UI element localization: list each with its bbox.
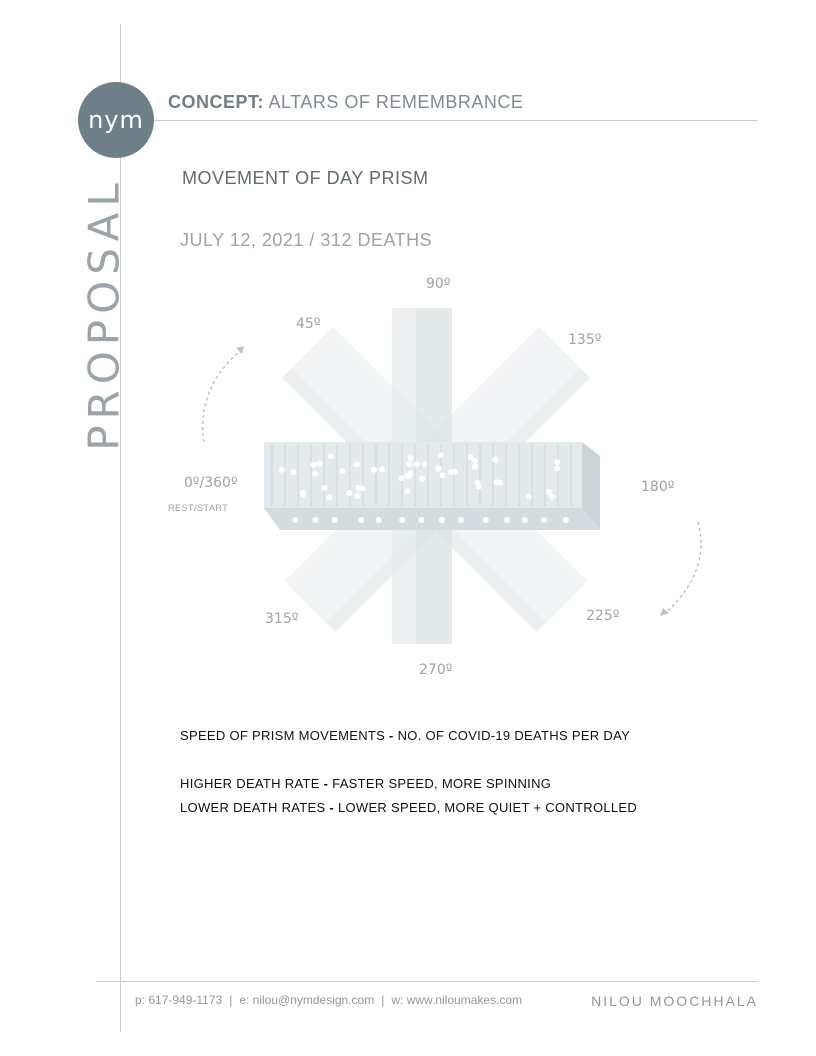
prism-illustration [160, 268, 720, 688]
prism-dot [546, 489, 552, 495]
prism-dot [414, 461, 420, 467]
footer-divider [96, 981, 758, 982]
prism-dot [504, 517, 510, 523]
prism-dot [494, 479, 500, 485]
prism-dot [526, 494, 532, 500]
prism-dot [339, 468, 345, 474]
footer-separator: | [381, 993, 385, 1007]
prism-rotation-diagram [160, 268, 720, 688]
prism-dot [291, 469, 297, 475]
speed-label: SPEED OF PRISM MOVEMENTS [180, 728, 386, 743]
angle-label-45: 45º [296, 316, 321, 332]
prism-dot [322, 485, 328, 491]
angle-label-225: 225º [586, 608, 620, 624]
prism-dot [293, 517, 299, 523]
prism-dot [404, 488, 410, 494]
dash: - [329, 800, 335, 815]
prism-dot [379, 466, 385, 472]
rotation-arrow-top [203, 348, 244, 442]
prism-dot [326, 494, 332, 500]
angle-label-0-360: 0º/360º [184, 475, 238, 491]
speed-description-line [180, 728, 630, 743]
concept-label: CONCEPT: [168, 92, 265, 112]
prism-dot [354, 461, 360, 467]
concept-title: ALTARS OF REMEMBRANCE [268, 92, 524, 112]
angle-label-90: 90º [426, 276, 451, 292]
higher-rate-line [180, 776, 551, 791]
prism-dot [422, 461, 428, 467]
nym-logo [78, 82, 154, 158]
prism-dot [438, 452, 444, 458]
prism-dot [563, 517, 569, 523]
page-title [168, 92, 523, 113]
prism-dot [355, 485, 361, 491]
rotation-arrowhead-top [236, 346, 244, 354]
footer-website[interactable]: w: www.niloumakes.com [391, 993, 523, 1007]
lower-rate-line [180, 800, 637, 815]
prism-dot [440, 472, 446, 478]
section-subtitle: MOVEMENT OF DAY PRISM [182, 168, 429, 188]
prism-dot [458, 517, 464, 523]
rotation-arrowhead-bottom [660, 608, 669, 616]
lower-rate-label: LOWER DEATH RATES [180, 800, 326, 815]
footer-phone: p: 617-949-1173 [135, 993, 223, 1007]
prism-horizontal [264, 442, 600, 530]
left-margin-rule [120, 24, 121, 1032]
prism-dot [354, 493, 360, 499]
footer-email[interactable]: e: nilou@nymdesign.com [239, 993, 375, 1007]
date-deaths-line: JULY 12, 2021 / 312 DEATHS [180, 230, 433, 250]
prism-dot [436, 466, 442, 472]
prism-dot [346, 490, 352, 496]
prism-dot [554, 459, 560, 465]
speed-value: NO. OF COVID-19 DEATHS PER DAY [397, 728, 631, 743]
footer-contact [135, 993, 522, 1007]
prism-dot [313, 517, 319, 523]
prism-dot [419, 476, 425, 482]
prism-dot [406, 461, 412, 467]
dash: - [389, 728, 394, 743]
prism-dot [541, 517, 547, 523]
prism-dot [300, 492, 306, 498]
proposal-side-label: PROPOSAL [79, 177, 129, 451]
prism-dot [312, 471, 318, 477]
prism-dot [408, 470, 414, 476]
prism-dot [483, 517, 489, 523]
prism-dot [493, 457, 499, 463]
rotation-arrow-bottom [664, 522, 701, 614]
angle-label-270: 270º [419, 662, 453, 678]
angle-label-315: 315º [265, 611, 299, 627]
prism-dot [408, 455, 414, 461]
prism-dot [279, 467, 285, 473]
prism-dot [549, 494, 555, 500]
rest-start-label: REST/START [168, 503, 229, 513]
angle-label-180: 180º [641, 479, 675, 495]
dash: - [323, 776, 329, 791]
prism-dot [476, 483, 482, 489]
header-divider [154, 120, 758, 121]
prism-dot [358, 517, 364, 523]
footer-separator: | [229, 993, 233, 1007]
prism-dot [472, 463, 478, 469]
prism-dot [472, 458, 478, 464]
angle-label-135: 135º [568, 332, 602, 348]
prism-dot [452, 469, 458, 475]
prism-dot [328, 453, 334, 459]
footer-author-name: NILOU MOOCHHALA [591, 993, 758, 1009]
prism-dot [399, 475, 405, 481]
prism-dot [316, 461, 322, 467]
prism-dot [439, 517, 445, 523]
lower-rate-value: LOWER SPEED, MORE QUIET + CONTROLLED [337, 800, 638, 815]
prism-dot [311, 462, 317, 468]
prism-dot [376, 517, 382, 523]
prism-dot [522, 517, 528, 523]
higher-rate-value: FASTER SPEED, MORE SPINNING [332, 776, 552, 791]
prism-dot [399, 517, 405, 523]
higher-rate-label: HIGHER DEATH RATE [180, 776, 320, 791]
prism-dot [554, 465, 560, 471]
prism-dot [419, 517, 425, 523]
prism-dot [371, 467, 377, 473]
logo-text: nym [88, 106, 144, 134]
prism-dot [332, 517, 338, 523]
